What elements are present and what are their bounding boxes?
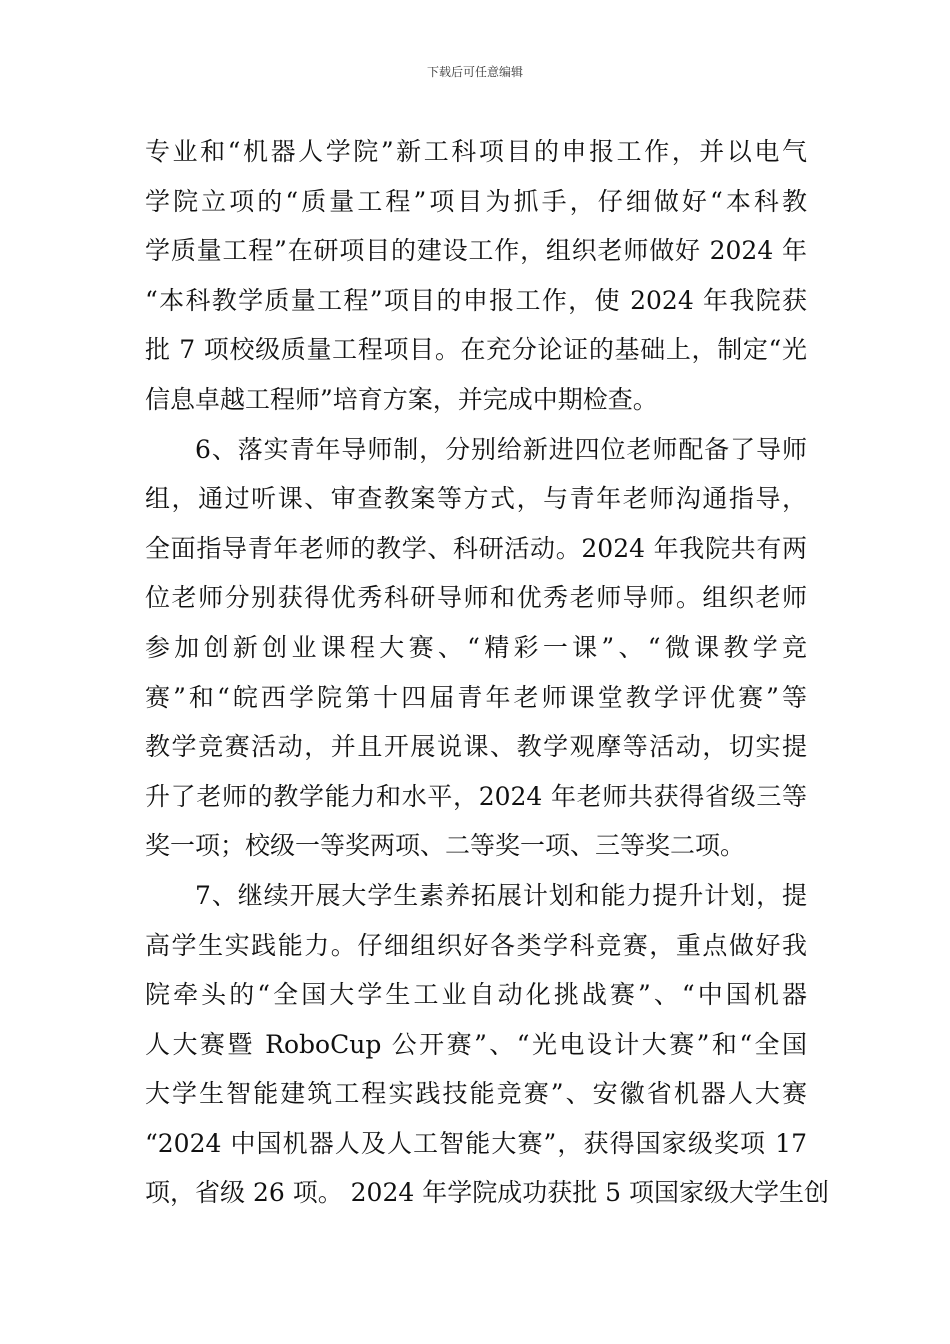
text-line: “本科教学质量工程”项目的申报工作，使 2024 年我院获 <box>145 285 807 315</box>
text-line: 教学竞赛活动，并且开展说课、教学观摩等活动，切实提 <box>145 732 807 762</box>
text-line: 6、落实青年导师制，分别给新进四位老师配备了导师 <box>195 434 807 464</box>
text-line: 人大赛暨 RoboCup 公开赛”、“光电设计大赛”和“全国 <box>145 1029 807 1059</box>
text-line: 学质量工程”在研项目的建设工作，组织老师做好 2024 年 <box>145 236 807 266</box>
text-line: 全面指导青年老师的教学、科研活动。2024 年我院共有两 <box>145 533 807 563</box>
paragraph-3 <box>145 871 830 1218</box>
text-line: 组，通过听课、审查教案等方式，与青年老师沟通指导， <box>145 484 807 514</box>
paragraph-2 <box>145 425 807 871</box>
text-line: 专业和“机器人学院”新工科项目的申报工作，并以电气 <box>145 137 807 166</box>
text-line: 赛”和“皖西学院第十四届青年老师课堂教学评优赛”等 <box>145 682 807 712</box>
text-line: 信息卓越工程师”培育方案，并完成中期检查。 <box>145 384 658 414</box>
text-line: “2024 中国机器人及人工智能大赛”，获得国家级奖项 17 <box>145 1128 807 1158</box>
text-line: 学院立项的“质量工程”项目为抓手，仔细做好“本科教 <box>145 186 807 216</box>
text-line: 高学生实践能力。仔细组织好各类学科竞赛，重点做好我 <box>145 930 807 960</box>
text-line: 项，省级 26 项。 2024 年学院成功获批 5 项国家级大学生创 <box>145 1178 830 1208</box>
text-line: 大学生智能建筑工程实践技能竞赛”、安徽省机器人大赛 <box>145 1079 807 1109</box>
paragraph-1 <box>145 127 807 425</box>
text-line: 参加创新创业课程大赛、“精彩一课”、“微课教学竞 <box>145 632 807 662</box>
page-header: 下载后可任意编辑 <box>426 65 523 79</box>
body-text <box>145 127 830 1218</box>
text-line: 奖一项；校级一等奖两项、二等奖一项、三等奖二项。 <box>145 831 746 861</box>
text-line: 升了老师的教学能力和水平，2024 年老师共获得省级三等 <box>145 781 807 811</box>
text-line: 7、继续开展大学生素养拓展计划和能力提升计划，提 <box>195 880 807 910</box>
text-line: 批 7 项校级质量工程项目。在充分论证的基础上，制定“光 <box>145 335 807 365</box>
text-line: 院牵头的“全国大学生工业自动化挑战赛”、“中国机器 <box>145 980 807 1010</box>
text-line: 位老师分别获得优秀科研导师和优秀老师导师。组织老师 <box>145 583 807 613</box>
